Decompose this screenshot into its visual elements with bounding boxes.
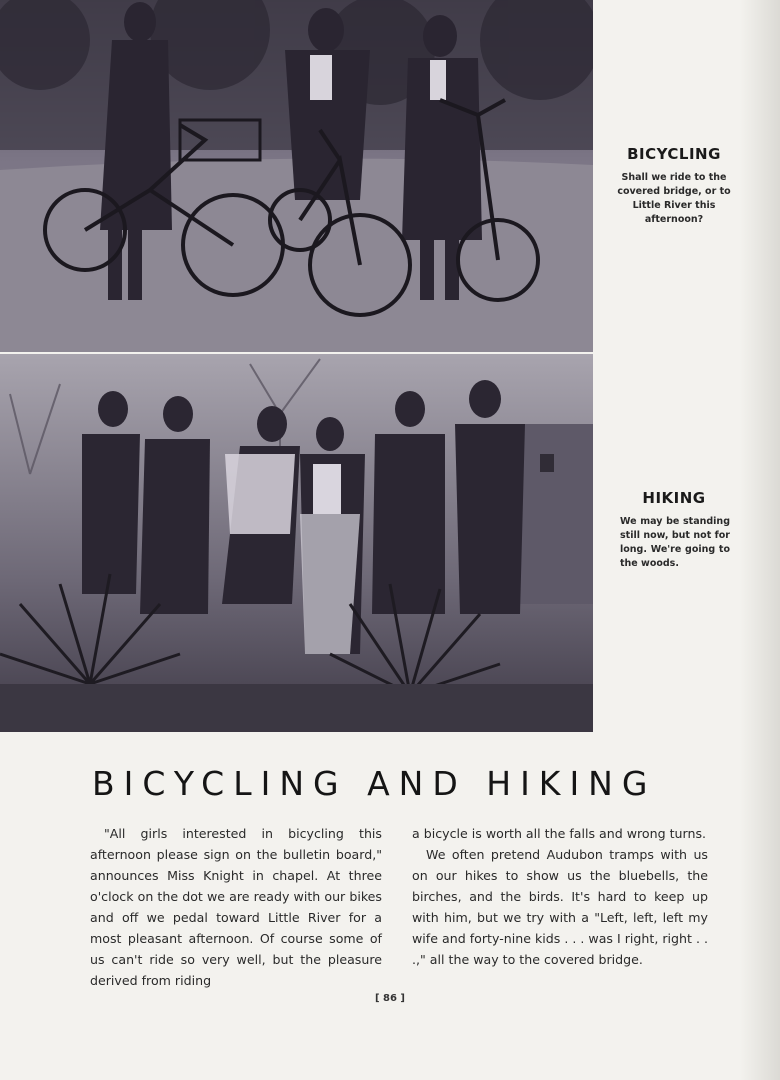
article-paragraph: a bicycle is worth all the falls and wrong turns.: [412, 826, 707, 841]
hiking-caption: [606, 489, 742, 571]
article-column-left: [90, 823, 382, 991]
page-edge-shadow: [740, 0, 780, 1080]
page-number: [ 86 ]: [374, 993, 406, 1004]
article-paragraph: We often pretend Audubon tramps with us on our hikes to show us the bluebells, the birches, and the birds. It's hard to keep up with him, but we try with a "Left, left, left my wife and forty-nine kids . . . was I right, right . . .," all the way to the covered bridge.: [412, 847, 708, 967]
bicycling-caption: [606, 145, 742, 227]
article-paragraph: "All girls interested in bicycling this afternoon please sign on the bulletin board," announces Miss Knight in chapel. At three o'clock on the dot we are ready with our bikes and off we pedal toward Little River for a most pleasant afternoon. Of course some of us can't ride so very well, but the pleasure derived from riding: [90, 826, 382, 988]
article-title: BICYCLING AND HIKING: [92, 764, 657, 803]
bicycling-photo: [0, 0, 593, 352]
hiking-heading: HIKING: [642, 489, 706, 507]
bicycling-caption-text: Shall we ride to the covered bridge, or to Little River this afternoon?: [617, 172, 731, 225]
hiking-photo: [0, 354, 593, 732]
hiking-caption-text: We may be standing still now, but not for long. We're going to the woods.: [620, 516, 730, 569]
article-column-right: [412, 823, 708, 970]
bicycling-heading: BICYCLING: [627, 145, 721, 163]
